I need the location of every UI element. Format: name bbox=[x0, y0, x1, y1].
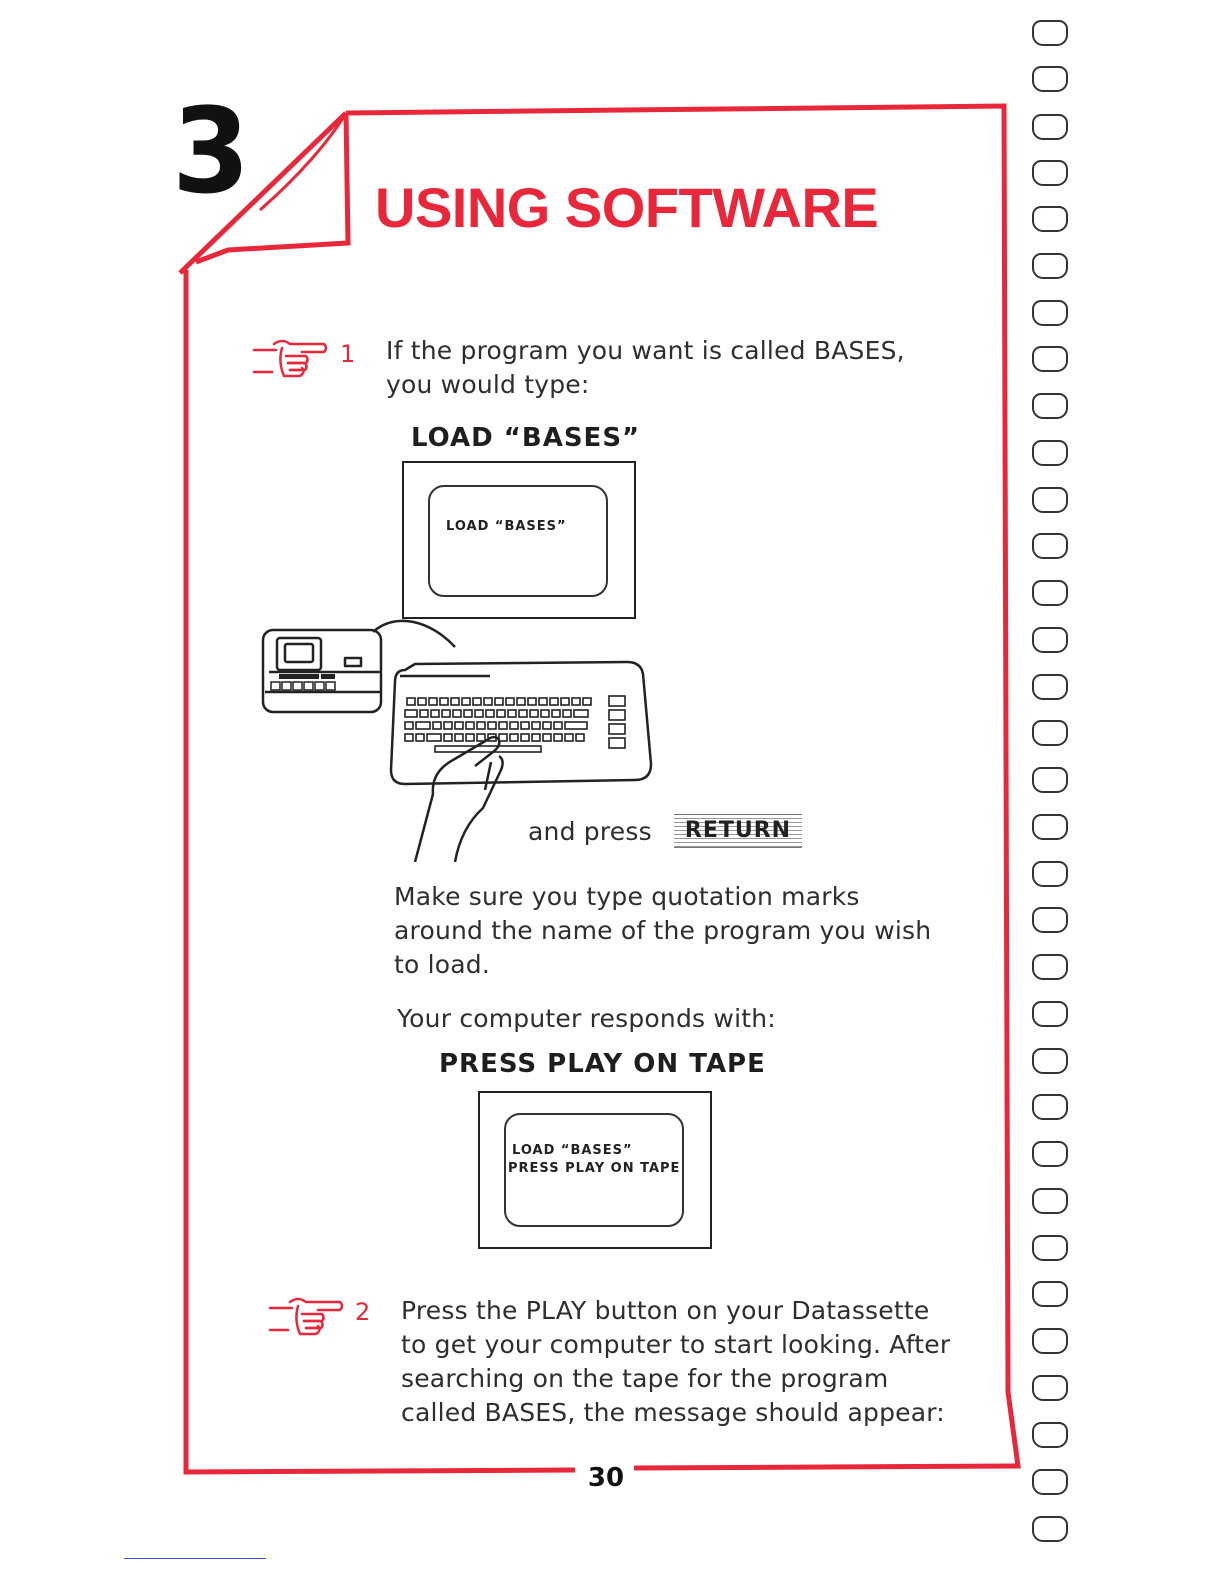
press-play-message: PRESS PLAY ON TAPE bbox=[439, 1049, 766, 1079]
step-1-text bbox=[386, 334, 905, 402]
pointing-hand-icon bbox=[250, 332, 330, 382]
step-2-line-2: to get your computer to start looking. After bbox=[401, 1330, 951, 1359]
step-2-line-1: Press the PLAY button on your Datassette bbox=[401, 1296, 930, 1325]
scan-mark bbox=[124, 1558, 266, 1559]
step-2-line-4: called BASES, the message should appear: bbox=[401, 1398, 945, 1427]
step-1-line-1: If the program you want is called BASES, bbox=[386, 336, 905, 365]
response-intro: Your computer responds with: bbox=[397, 1004, 776, 1033]
load-command: LOAD “BASES” bbox=[411, 423, 641, 453]
monitor-screen-2 bbox=[478, 1091, 712, 1249]
return-key-label: RETURN bbox=[684, 818, 792, 843]
page-number: 30 bbox=[578, 1462, 634, 1494]
quotation-note bbox=[394, 880, 931, 982]
chapter-number: 3 bbox=[171, 82, 247, 220]
return-key bbox=[674, 814, 802, 848]
note-line-1: Make sure you type quotation marks bbox=[394, 882, 860, 911]
chapter-title: USING SOFTWARE bbox=[375, 176, 879, 239]
step-1-line-2: you would type: bbox=[386, 370, 590, 399]
monitor-display-2 bbox=[504, 1113, 684, 1227]
screen-2-line-1: LOAD “BASES” bbox=[512, 1143, 633, 1158]
step-2-text bbox=[401, 1294, 950, 1430]
pointing-hand-icon bbox=[266, 1290, 346, 1340]
monitor-screen-1 bbox=[402, 461, 636, 619]
note-line-3: to load. bbox=[394, 950, 491, 979]
step-1-number: 1 bbox=[340, 340, 356, 368]
step-2-number: 2 bbox=[355, 1298, 371, 1326]
screen-1-text: LOAD “BASES” bbox=[446, 519, 567, 534]
monitor-display-1 bbox=[428, 485, 608, 597]
and-press-label: and press bbox=[528, 817, 652, 846]
screen-2-line-2: PRESS PLAY ON TAPE bbox=[508, 1161, 681, 1176]
step-2-line-3: searching on the tape for the program bbox=[401, 1364, 889, 1393]
note-line-2: around the name of the program you wish bbox=[394, 916, 932, 945]
